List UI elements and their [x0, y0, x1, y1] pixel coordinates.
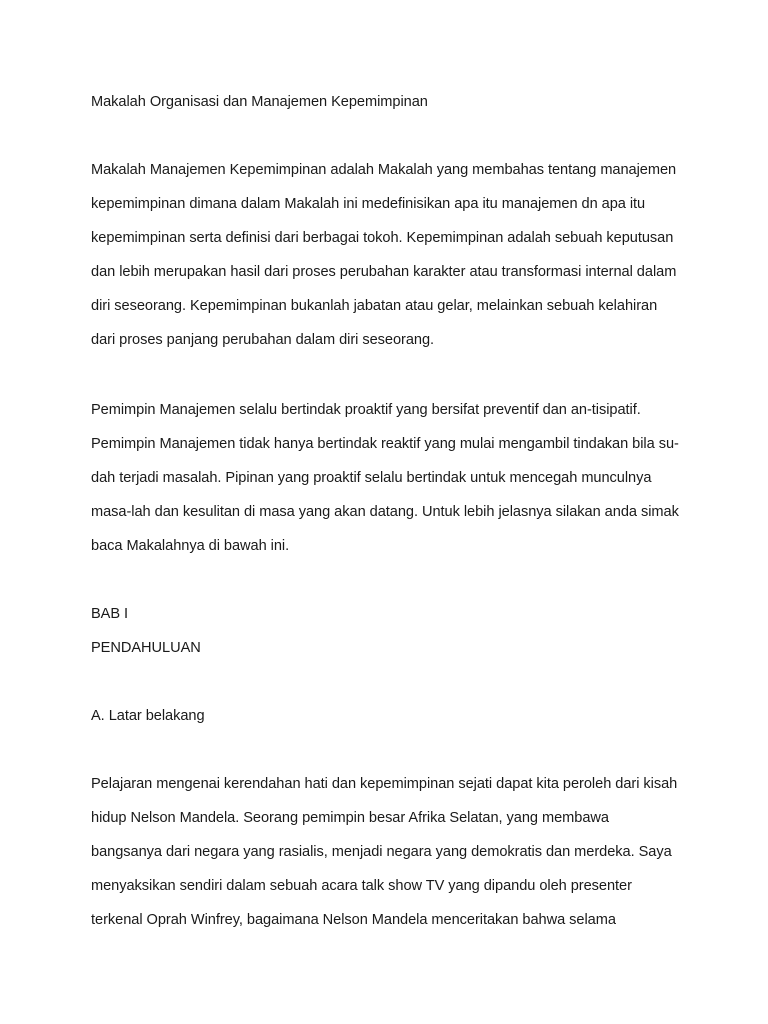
- chapter-title: PENDAHULUAN: [91, 640, 201, 656]
- intro-paragraph-line: diri seseorang. Kepemimpinan bukanlah jabatan atau gelar, melainkan sebuah kelahiran: [91, 298, 658, 314]
- chapter-label: BAB I: [91, 606, 129, 622]
- second-paragraph-line: masa-lah dan kesulitan di masa yang akan datang. Untuk lebih jelasnya silakan anda simak: [91, 504, 679, 520]
- intro-paragraph-line: dan lebih merupakan hasil dari proses perubahan karakter atau transformasi internal dalam: [91, 264, 677, 280]
- second-paragraph-line: Pemimpin Manajemen selalu bertindak proaktif yang bersifat preventif dan an-tisipatif.: [91, 402, 641, 418]
- third-paragraph-line: bangsanya dari negara yang rasialis, menjadi negara yang demokratis dan merdeka. Saya: [91, 844, 672, 860]
- second-paragraph-line: baca Makalahnya di bawah ini.: [91, 538, 290, 554]
- second-paragraph-line: Pemimpin Manajemen tidak hanya bertindak reaktif yang mulai mengambil tindakan bila su-: [91, 436, 679, 452]
- third-paragraph-line: Pelajaran mengenai kerendahan hati dan kepemimpinan sejati dapat kita peroleh dari kisah: [91, 776, 678, 792]
- intro-paragraph-line: kepemimpinan dimana dalam Makalah ini medefinisikan apa itu manajemen dn apa itu: [91, 196, 646, 212]
- third-paragraph-line: menyaksikan sendiri dalam sebuah acara talk show TV yang dipandu oleh presenter: [91, 878, 632, 894]
- second-paragraph-line: dah terjadi masalah. Pipinan yang proaktif selalu bertindak untuk mencegah munculnya: [91, 470, 652, 486]
- third-paragraph-line: terkenal Oprah Winfrey, bagaimana Nelson Mandela menceritakan bahwa selama: [91, 912, 616, 928]
- intro-paragraph-line: kepemimpinan serta definisi dari berbagai tokoh. Kepemimpinan adalah sebuah keputusan: [91, 230, 674, 246]
- intro-paragraph-line: Makalah Manajemen Kepemimpinan adalah Makalah yang membahas tentang manajemen: [91, 162, 677, 178]
- section-heading: A. Latar belakang: [91, 708, 205, 724]
- third-paragraph-line: hidup Nelson Mandela. Seorang pemimpin besar Afrika Selatan, yang membawa: [91, 810, 609, 826]
- intro-paragraph-line: dari proses panjang perubahan dalam diri seseorang.: [91, 332, 435, 348]
- document-title: Makalah Organisasi dan Manajemen Kepemimpinan: [91, 94, 428, 110]
